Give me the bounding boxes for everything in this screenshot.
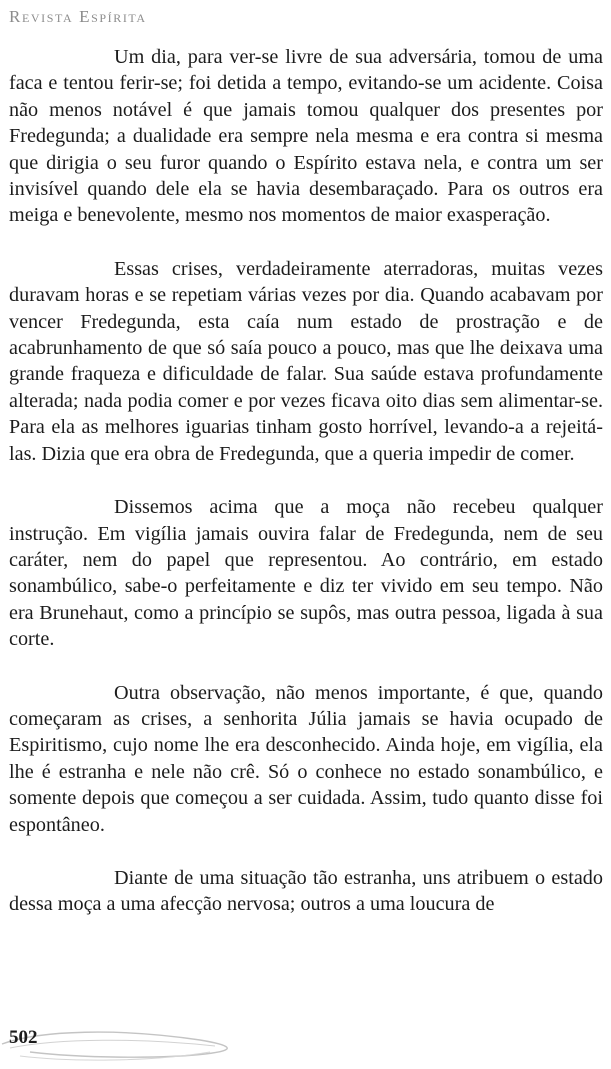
paragraph-1: Um dia, para ver-se livre de sua adversária, tomou de uma faca e tentou ferir-se; foi detida a tempo, evitando-se um acidente. Coisa não menos notável é que jamais tomou qualquer dos presentes por Fredegunda; a dualidade era sempre nela mesma e era contra si mesma que dirigia o seu furor quando o Espírito estava nela, e contra um ser invisível quando dele ela se havia desembaraçado. Para os outros era meiga e benevolente, mesmo nos momentos de maior exasperação. [9, 46, 603, 227]
paragraph-2: Essas crises, verdadeiramente aterradoras, muitas vezes duravam horas e se repetiam várias vezes por dia. Quando acabavam por vencer Fredegunda, esta caía num estado de prostração e de acabrunhamento de que só saía pouco a pouco, mas que lhe deixava uma grande fraqueza e dificuldade de falar. Sua saúde estava profundamente alterada; nada podia comer e por vezes ficava oito dias sem alimentar-se. Para ela as melhores iguarias tinham gosto horrível, levando-a a rejeitá-las. Dizia que era obra de Fredegunda, que a queria impedir de comer. [9, 257, 603, 465]
running-header: Revista Espírita [9, 7, 147, 26]
paragraph-3: Dissemos acima que a moça não recebeu qualquer instrução. Em vigília jamais ouvira falar de Fredegunda, nem de seu caráter, nem do papel que representou. Ao contrário, em estado sonambúlico, sabe-o perfeitamente e diz ter vivido em seu tempo. Não era Brunehaut, como a princípio se supôs, mas outra pessoa, ligada à sua corte. [9, 496, 603, 651]
page-number: 502 [9, 1027, 38, 1048]
page-body [9, 44, 603, 945]
footer-flourish-ornament [0, 1018, 260, 1066]
paragraph-4: Outra observação, não menos importante, é que, quando começaram as crises, a senhorita Júlia jamais se havia ocupado de Espiritismo, cujo nome lhe era desconhecido. Ainda hoje, em vigília, ela lhe é estranha e nele não crê. Só o conhece no estado sonambúlico, e somente depois que começou a ser cuidada. Assim, tudo quanto disse foi espontâneo. [9, 681, 603, 836]
paragraph-5: Diante de uma situação tão estranha, uns atribuem o estado dessa moça a uma afecção nervosa; outros a uma loucura de [9, 866, 603, 916]
